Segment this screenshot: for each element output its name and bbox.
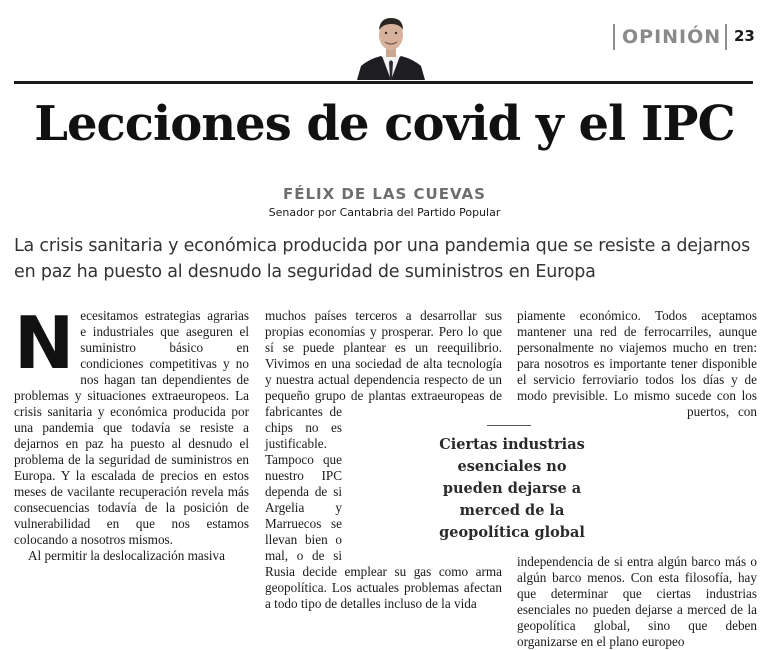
body-paragraph: Al permitir la deslocalización masiva xyxy=(28,548,226,563)
section-divider xyxy=(613,24,615,50)
pullquote: Ciertas industrias esenciales no pueden dejarse a merced de la geopolítica global xyxy=(436,434,588,544)
body-paragraph: piamente económico. Todos aceptamos mantener una red de ferrocarriles, aunque personalmente no viajemos mucho en tren: para nosotros es importante tener disponible el servicio ferroviario todos los días y de modo previsible. Lo mismo sucede con los puertos, con independencia de si entra algún barco más o algún barco menos. Con esta filosofía, hay que determinar que ciertas industrias esenciales no pueden dejarse a merced de la geopolítica global, sino que deben organizarse en el plano europeo xyxy=(517,308,757,649)
author-portrait xyxy=(355,14,427,80)
drop-cap: N xyxy=(14,301,75,385)
body-paragraph: ecesitamos estrategias agrarias e industriales que aseguren el suministro básico en condiciones competitivas y no nos hagan tan dependientes de problemas y situaciones extraeuropeos. La crisis sanitaria y económica producida por una pandemia que todavía se resiste a dejarnos en paz ha puesto al desnudo el problema de la seguridad de suministros en Europa. Y la escalada de precios en estos meses de vacilante recuperación revela más consecuencias todavía de la posición de vulnerabilidad en que nos estamos colocando a nosotros mismos. xyxy=(14,308,249,547)
page-number: 23 xyxy=(734,27,755,45)
section-label: OPINIÓN xyxy=(622,26,722,48)
author-role: Senador por Cantabria del Partido Popular xyxy=(268,206,501,219)
page-number-divider xyxy=(725,24,727,50)
author-name: FÉLIX DE LAS CUEVAS xyxy=(283,185,486,203)
header-rule xyxy=(14,81,753,84)
body-column-1 xyxy=(14,301,249,564)
body-paragraph: muchos países terceros a desarrollar sus propias economías y prosperar. Pero lo que sí se puede plantear es un reequilibrio. Vivimos en una sociedad de alta tecnología y nuestra actual dependencia respecto de un pequeño grupo de plantas extraeuropeas de fabricantes de chips no es justificable. Tampoco que nuestro IPC dependa de si Argelia y Marruecos se llevan bien o mal, o de si Rusia decide emplear su gas como arma geopolítica. Los actuales problemas afectan a todo tipo de detalles incluso de la vida xyxy=(265,308,502,611)
pullquote-rule xyxy=(487,425,531,426)
article-headline: Lecciones de covid y el IPC xyxy=(34,96,735,152)
article-lead: La crisis sanitaria y económica producida por una pandemia que se resiste a dejarnos en paz ha puesto al desnudo la seguridad de suministros en Europa xyxy=(14,236,751,282)
